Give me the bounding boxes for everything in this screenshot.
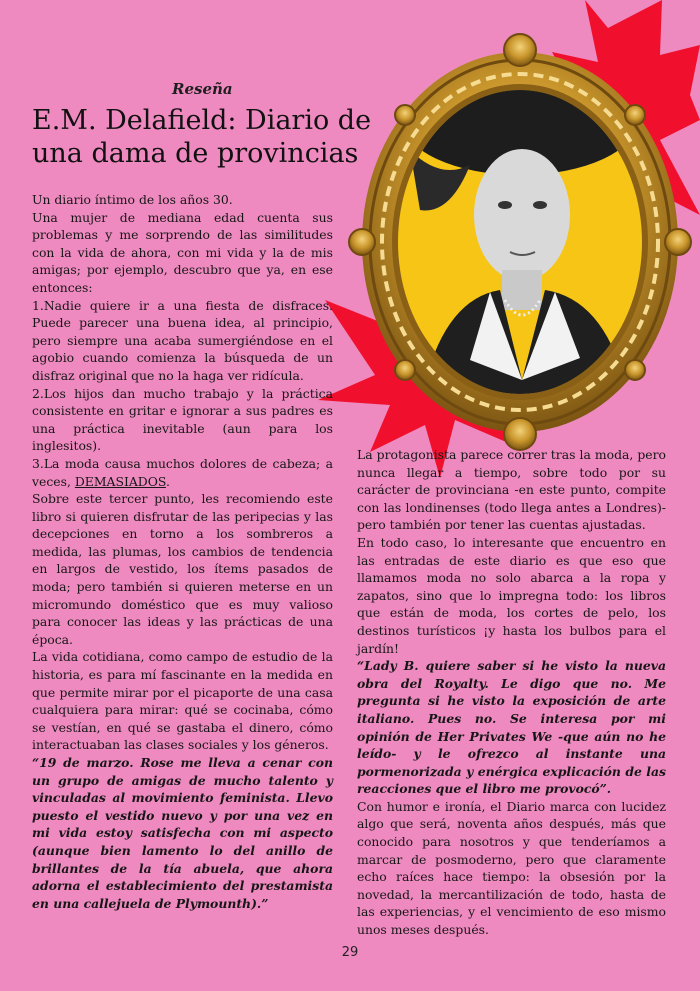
diary-quote: “19 de marzo. Rose me lleva a cenar con un grupo de amigas de mucho talento y vinculadas al movimiento feminista. Llevo puesto el vestido nuevo y por una vez en mi vida estoy satisfecha con mi aspecto (aunque bien lamento lo del anillo de brillantes de la tía abuela, que ahora adorna el establecimiento del prestamista en una callejuela de Plymounth).” xyxy=(32,755,333,911)
diary-quote: “Lady B. quiere saber si he visto la nueva obra del Royalty. Le digo que no. Me pregunta si he visto la exposición de arte italiano. Pues no. Se interesa por mi opinión de Her Privates We -que aún no he leído- y le ofrezco al instante una pormenorizada y enérgica explicación de las reacciones que el libro me provocó”. xyxy=(357,658,666,797)
paragraph: Sobre este tercer punto, les recomiendo este libro si quieren disfrutar de las peripecias y las decepciones en torno a los sombreros a medida, las plumas, los cambios de tendencia en largos de vestido, los ítems pasados de moda; pero también si quieren meterse en un micromundo doméstico que es muy valioso para conocer las ideas y las prácticas de una época. xyxy=(32,491,333,647)
paragraph: Una mujer de mediana edad cuenta sus problemas y me sorprendo de las similitudes con la vida de ahora, con mi vida y la de mis amigas; por ejemplo, descubro que ya, en ese entonces: xyxy=(32,209,333,295)
left-column xyxy=(32,191,333,912)
page-number: 29 xyxy=(341,945,359,960)
underlined-word: DEMASIADOS xyxy=(74,473,166,489)
paragraph: La vida cotidiana, como campo de estudio de la historia, es para mí fascinante en la medida en que permite mirar por el picaporte de una casa cualquiera para mirar: qué se cocinaba, cómo se vestían, en qué se gastaba el dinero, cómo interactuaban las clases sociales y los géneros. xyxy=(32,649,333,753)
paragraph: En todo caso, lo interesante que encuentro en las entradas de este diario es que eso que llamamos moda no solo abarca a la ropa y zapatos, sino que lo impregna todo: los libros que están de moda, los cortes de pelo, los destinos turísticos ¡y hasta los bulbos para el jardín! xyxy=(357,534,666,656)
paragraph: Un diario íntimo de los años 30. xyxy=(32,192,233,207)
paragraph: Con humor e ironía, el Diario marca con lucidez algo que será, noventa años después, más que conocido para nosotros y que tenderíamos a marcar de posmoderno, pero que claramente echo raíces hace tiempo: la obsesión por la novedad, la mercantilización de todo, hasta de las experiencias, y el vencimiento de eso mismo unos meses después. xyxy=(357,798,666,938)
list-item: 1.Nadie quiere ir a una fiesta de disfraces. Puede parecer una buena idea, al principio, pero siempre una acaba sumergiéndose en el agobio cuando comienza la búsqueda de un disfraz original que no la haga ver ridícula. xyxy=(32,297,333,383)
paragraph: La protagonista parece correr tras la moda, pero nunca llegar a tiempo, sobre todo por su carácter de provinciana -en este punto, compite con las londinenses (todo llega antes a Londres)- pero también por tener las cuentas ajustadas. xyxy=(357,447,666,533)
list-item: 2.Los hijos dan mucho trabajo y la práctica consistente en gritar e ignorar a sus padres es una práctica inevitable (aun para los inglesitos). xyxy=(32,385,333,454)
list-item-text: 3.La moda causa muchos dolores de cabeza; a veces, xyxy=(32,455,333,489)
period: . xyxy=(165,473,170,489)
section-kicker: Reseña xyxy=(172,80,233,98)
article-title: E.M. Delafield: Diario de una dama de provincias xyxy=(32,105,372,169)
list-item xyxy=(32,455,333,490)
right-column xyxy=(357,446,666,939)
